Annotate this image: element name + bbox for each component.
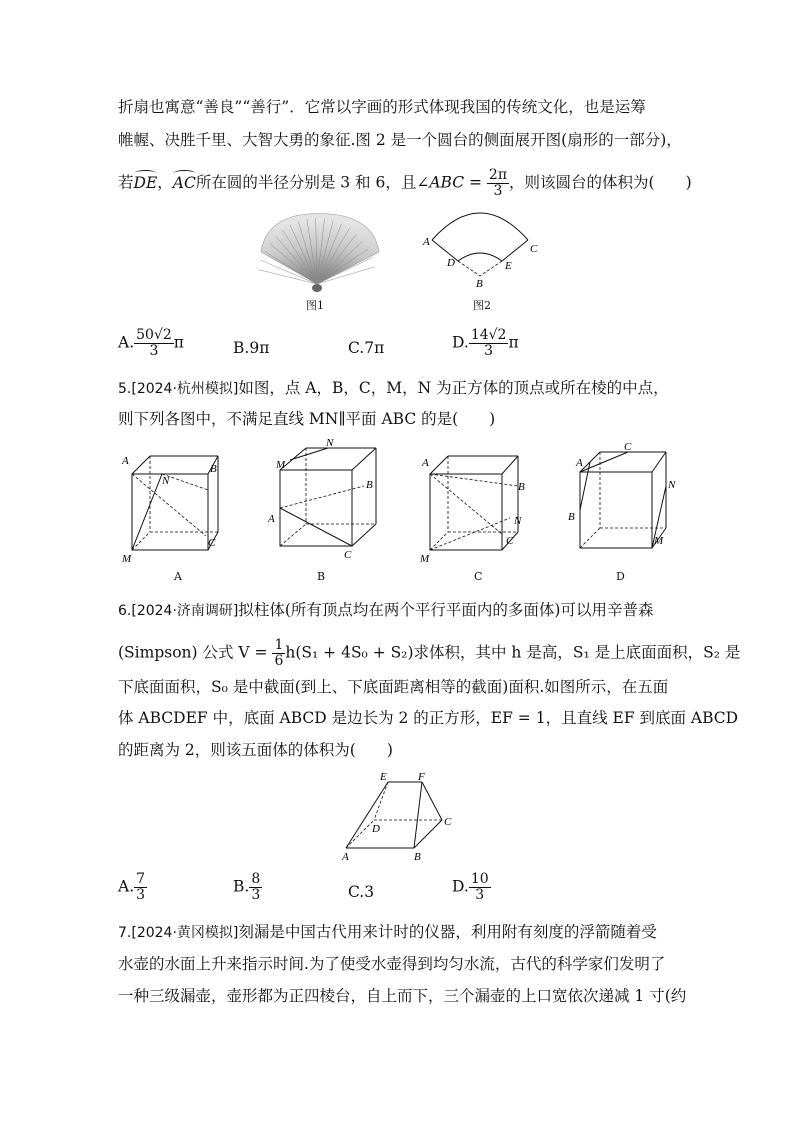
cube-caption-c: C xyxy=(474,570,483,583)
q6-option-d: D. $\frac{10}{3}$ xyxy=(452,871,489,903)
q7-line-1: 7.[2024·黄冈模拟]刻漏是中国古代用来计时的仪器，利用附有刻度的浮箭随着受 xyxy=(118,923,657,941)
fan-image xyxy=(255,212,385,294)
svg-text:N: N xyxy=(514,515,522,527)
svg-text:A: A xyxy=(422,457,429,469)
svg-text:C: C xyxy=(444,816,452,828)
q4-option-d: D. $\frac{14√2}{3}$ π xyxy=(452,327,519,359)
q6-line-4: 体 ABCDEF 中，底面 ABCD 是边长为 2 的正方形，EF = 1，且直线 EF 到底面 ABCD xyxy=(118,709,739,727)
q4-line-3: 若DE ，AC 所在圆的半径分别是 3 和 6，且∠ABC = $\frac{2\pi}{3}$ ，则该圆台的体积为( ) xyxy=(118,167,692,199)
svg-text:N: N xyxy=(668,479,676,491)
sector-figure xyxy=(420,192,540,292)
svg-text:B: B xyxy=(210,463,217,475)
fig1-caption: 图1 xyxy=(306,299,324,312)
fig2-label-d: D xyxy=(447,257,455,269)
svg-text:C: C xyxy=(344,549,352,561)
q7-line-2: 水壶的水面上升来指示时间.为了使受水壶得到均匀水流，古代的科学家们发明了 xyxy=(118,955,666,973)
svg-text:C: C xyxy=(624,441,632,453)
q4-line-1: 折扇也寓意“善良”“善行”．它常以字画的形式体现我国的传统文化，也是运筹 xyxy=(118,98,646,116)
svg-text:B: B xyxy=(366,479,373,491)
cube-caption-d: D xyxy=(616,570,625,583)
fig2-label-a: A xyxy=(423,236,430,248)
q6-line-3: 下底面面积，S₀ 是中截面(到上、下底面距离相等的截面)面积.如图所示，在五面 xyxy=(118,678,669,696)
fan-figure xyxy=(255,212,385,298)
cube-caption-b: B xyxy=(317,570,326,583)
pentahedron-figure xyxy=(338,770,462,868)
svg-text:A: A xyxy=(342,851,349,863)
cube-c-figure xyxy=(418,450,530,570)
q7-line-3: 一种三级漏壶，壶形都为正四棱台，自上而下，三个漏壶的上口宽依次递减 1 寸(约 xyxy=(118,987,687,1005)
svg-text:F: F xyxy=(418,771,425,783)
q5-line-2: 则下列各图中，不满足直线 MN∥平面 ABC 的是( ) xyxy=(118,410,496,428)
fig2-label-c: C xyxy=(530,243,538,255)
svg-text:M: M xyxy=(122,553,132,565)
q4-option-c: C.7π xyxy=(348,339,385,357)
svg-text:C: C xyxy=(208,537,216,549)
angle-fraction: $\frac{2\pi}{3}$ xyxy=(488,167,508,199)
svg-text:M: M xyxy=(276,459,286,471)
q6-option-b: B. $\frac{8}{3}$ xyxy=(233,871,261,903)
fig2-caption: 图2 xyxy=(473,299,491,312)
svg-text:N: N xyxy=(326,438,334,449)
svg-text:B: B xyxy=(414,851,421,863)
svg-text:M: M xyxy=(420,553,430,565)
svg-text:B: B xyxy=(518,481,525,493)
q5-line-1: 5.[2024·杭州模拟]如图，点 A，B，C，M，N 为正方体的顶点或所在棱的中点， xyxy=(118,379,669,397)
q4-line-2: 帷幄、决胜千里、大智大勇的象征.图 2 是一个圆台的侧面展开图(扇形的一部分)， xyxy=(118,131,682,149)
svg-text:M: M xyxy=(654,535,664,547)
q6-line-2: (Simpson) 公式 V = $\frac{1}{6}$ h(S₁ + 4S₀ + S₂)求体积，其中 h 是高，S₁ 是上底面面积，S₂ 是 xyxy=(118,637,741,669)
q6-line-5: 的距离为 2，则该五面体的体积为( ) xyxy=(118,741,393,759)
arc-ac: AC xyxy=(173,174,196,192)
cube-caption-a: A xyxy=(174,570,182,583)
q4-option-a: A. $\frac{50√2}{3}$ π xyxy=(118,327,184,359)
q6-line-1: 6.[2024·济南调研]拟柱体(所有顶点均在两个平行平面内的多面体)可以用辛普森 xyxy=(118,601,654,619)
svg-text:A: A xyxy=(122,455,129,467)
q4-option-b: B.9π xyxy=(233,339,270,357)
svg-text:D: D xyxy=(372,823,380,835)
q6-option-a: A. $\frac{7}{3}$ xyxy=(118,871,146,903)
arc-de: DE xyxy=(134,174,158,192)
svg-text:A: A xyxy=(576,457,583,469)
cube-a-figure xyxy=(118,450,222,570)
cube-d-figure xyxy=(568,440,680,560)
svg-text:E: E xyxy=(380,771,387,783)
svg-text:A: A xyxy=(268,513,275,525)
cube-b-figure xyxy=(268,438,380,566)
fig2-label-b: B xyxy=(476,278,483,288)
svg-text:C: C xyxy=(506,535,514,547)
svg-text:B: B xyxy=(568,511,575,523)
svg-text:N: N xyxy=(162,475,170,487)
q6-option-c: C.3 xyxy=(348,883,375,901)
fig2-label-e: E xyxy=(505,260,512,272)
